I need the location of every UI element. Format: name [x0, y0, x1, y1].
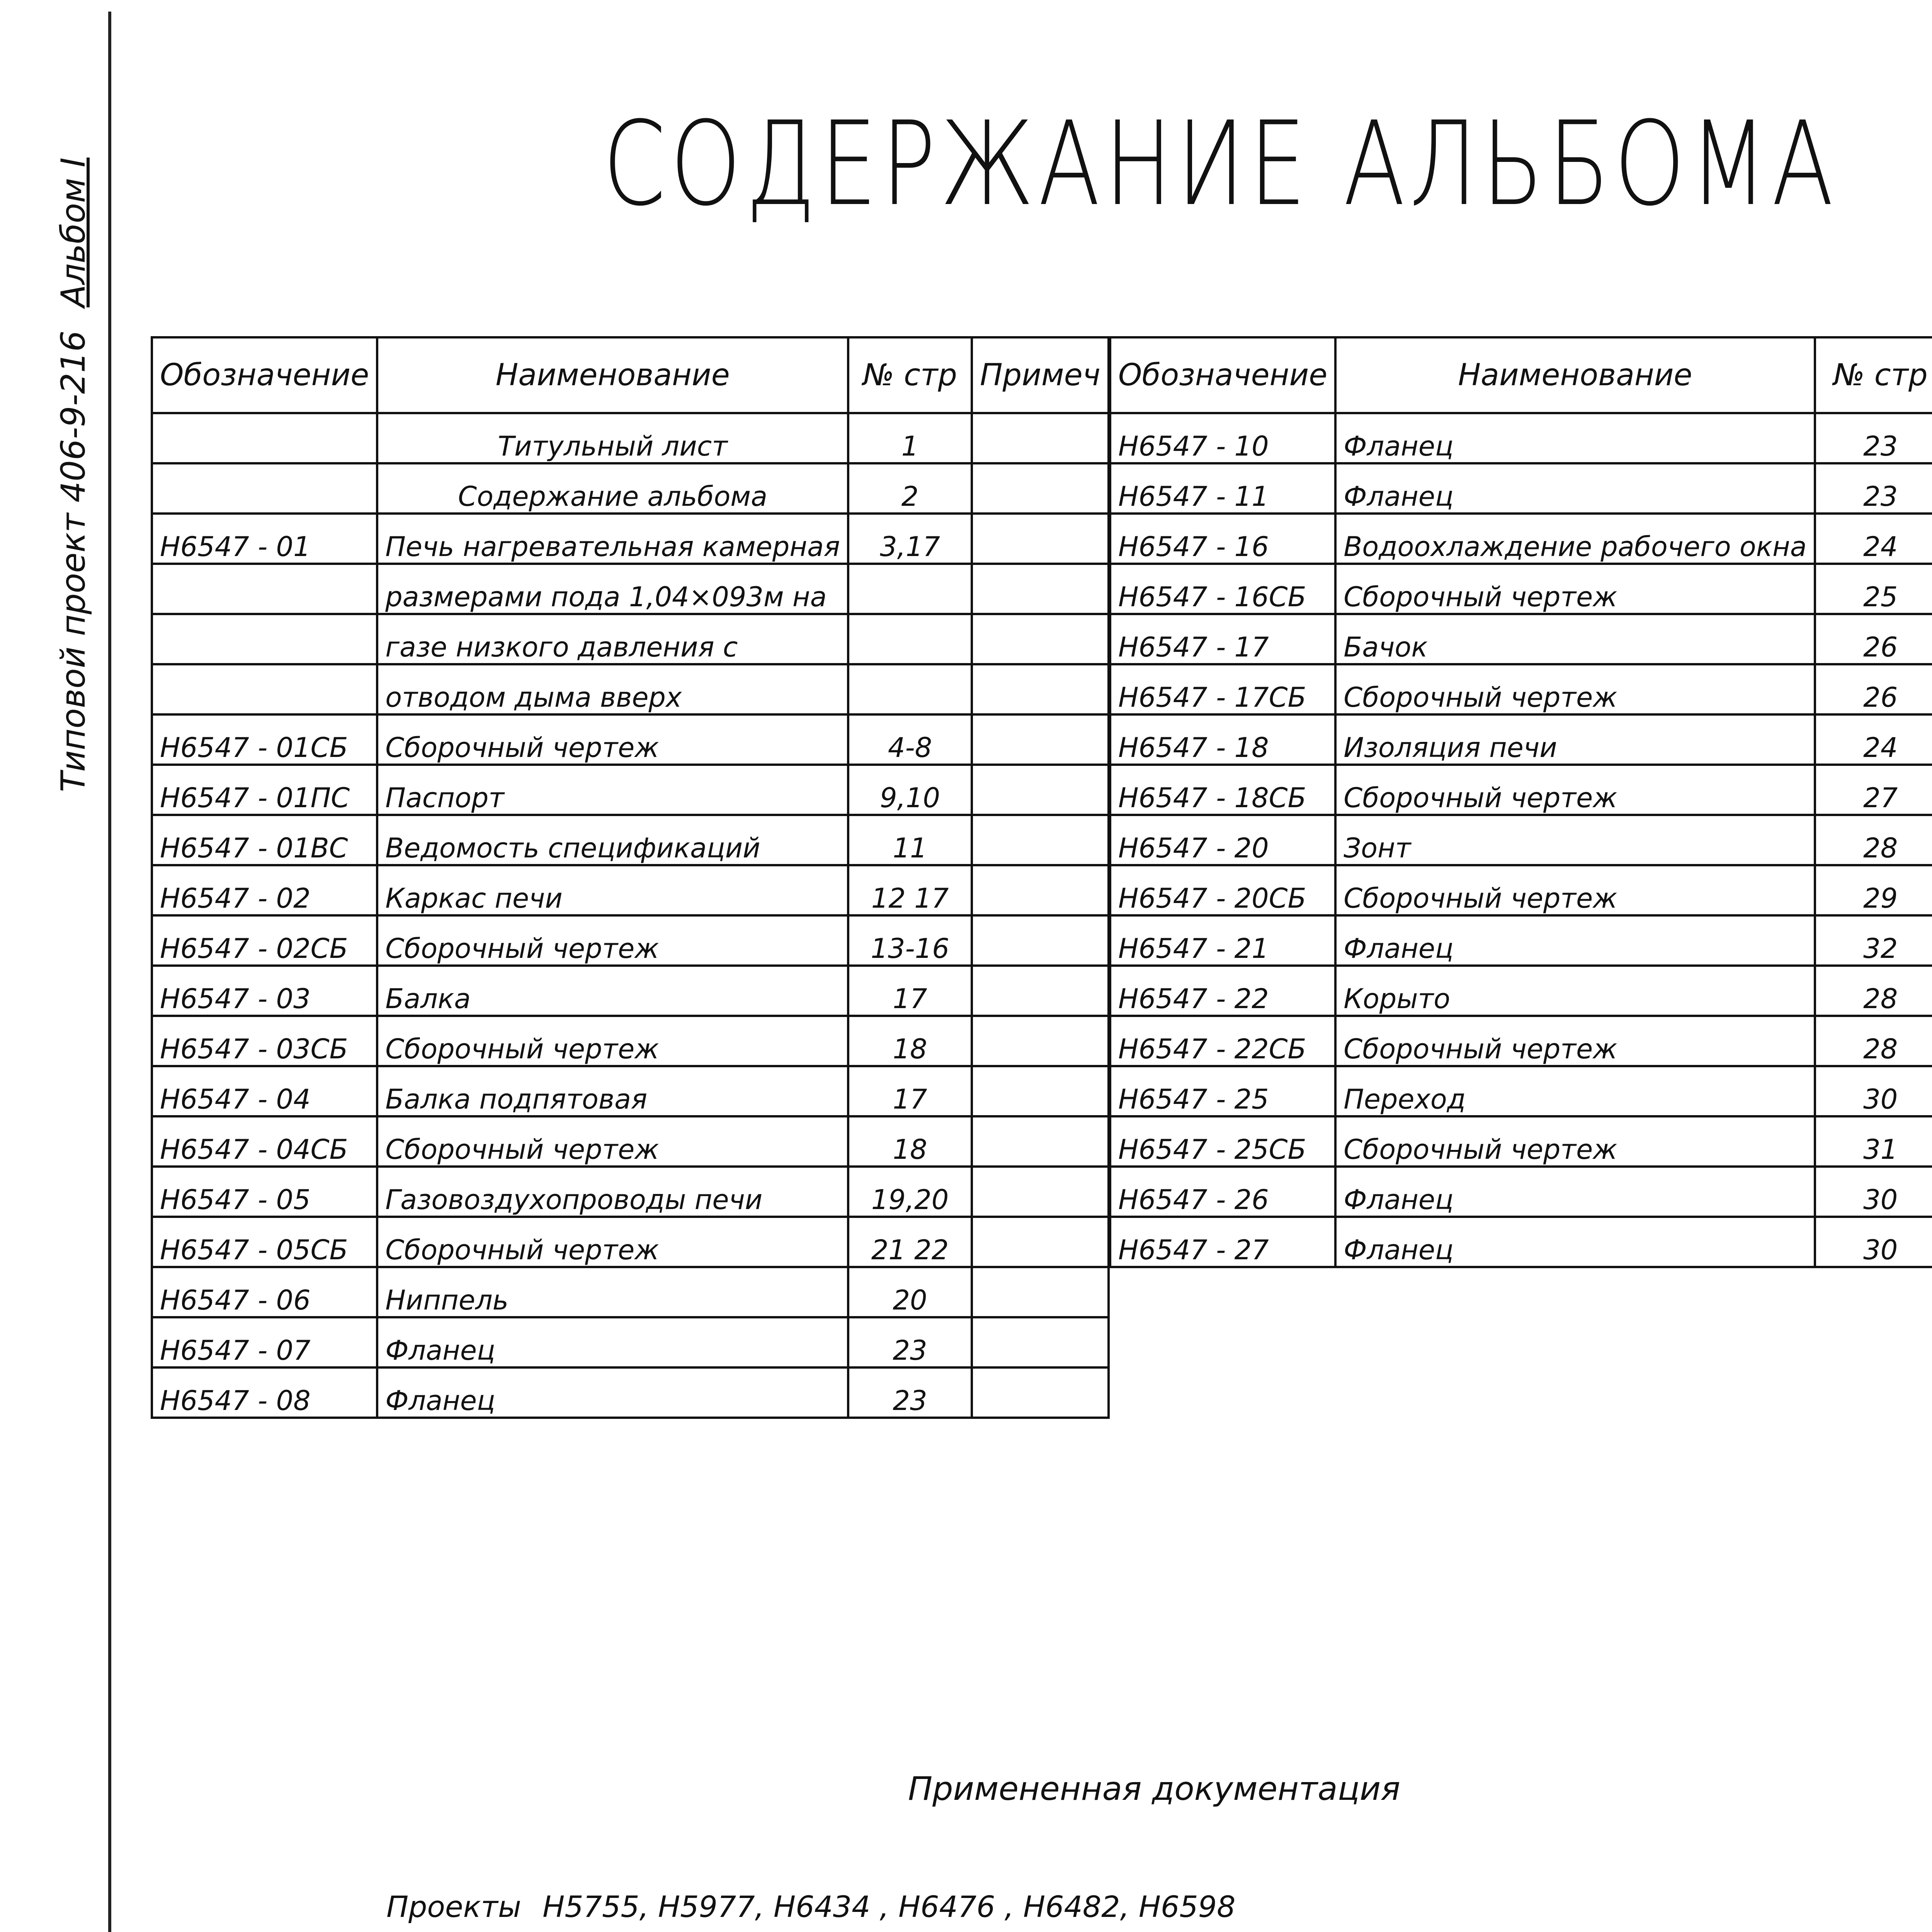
- table-header-row: [1110, 337, 1932, 413]
- cell-code: Н6547 - 01СБ: [152, 714, 377, 765]
- cell-name: Печь нагревательная камерная: [377, 514, 848, 564]
- cell-page: 30: [1815, 1217, 1932, 1267]
- cell-code: Н6547 - 02СБ: [152, 915, 377, 966]
- table-row: [1110, 1016, 1932, 1066]
- cell-page: 3,17: [848, 514, 972, 564]
- cell-code: Н6547 - 25СБ: [1110, 1116, 1335, 1167]
- cell-note: [972, 664, 1109, 714]
- header-code: Обозначение: [152, 337, 377, 413]
- cell-page: 24: [1815, 714, 1932, 765]
- cell-code: Н6547 - 18: [1110, 714, 1335, 765]
- cell-name: Сборочный чертеж: [377, 714, 848, 765]
- table-row: [152, 1167, 1109, 1217]
- cell-name: Ниппель: [377, 1267, 848, 1317]
- cell-name: Сборочный чертеж: [377, 1116, 848, 1167]
- header-name: Наименование: [1335, 337, 1815, 413]
- table-row: [1110, 815, 1932, 865]
- table-header-row: [152, 337, 1109, 413]
- table-row: [1110, 413, 1932, 463]
- cell-note: [972, 614, 1109, 664]
- cell-code: Н6547 - 22: [1110, 966, 1335, 1016]
- cell-note: [972, 1116, 1109, 1167]
- cell-code: Н6547 - 01: [152, 514, 377, 564]
- header-name: Наименование: [377, 337, 848, 413]
- table-row: [152, 614, 1109, 664]
- projects-text: Н5755, Н5977, Н6434 , Н6476 , Н6482, Н6598: [543, 1889, 1236, 1924]
- table-row: [1110, 714, 1932, 765]
- cell-page: 12 17: [848, 865, 972, 915]
- cell-code: Н6547 - 16: [1110, 514, 1335, 564]
- cell-note: [972, 1167, 1109, 1217]
- cell-name: Сборочный чертеж: [1335, 564, 1815, 614]
- cell-note: [972, 463, 1109, 514]
- cell-page: 23: [1815, 463, 1932, 514]
- table-row: [152, 1016, 1109, 1066]
- cell-name: Сборочный чертеж: [1335, 1016, 1815, 1066]
- cell-code: [152, 413, 377, 463]
- cell-code: Н6547 - 18СБ: [1110, 765, 1335, 815]
- table-row: [152, 1217, 1109, 1267]
- table-row: [152, 815, 1109, 865]
- cell-page: 29: [1815, 865, 1932, 915]
- projects-line: [386, 1889, 1235, 1924]
- cell-page: 17: [848, 966, 972, 1016]
- table-row: [152, 463, 1109, 514]
- applied-documentation-title: Примененная документация: [908, 1770, 1400, 1808]
- cell-page: 25: [1815, 564, 1932, 614]
- cell-page: 18: [848, 1116, 972, 1167]
- cell-name: Фланец: [377, 1317, 848, 1367]
- cell-note: [972, 413, 1109, 463]
- cell-name: Сборочный чертеж: [1335, 1116, 1815, 1167]
- cell-page: 4-8: [848, 714, 972, 765]
- cell-page: [848, 664, 972, 714]
- table-row: [1110, 915, 1932, 966]
- cell-name: Сборочный чертеж: [1335, 765, 1815, 815]
- table-row: [1110, 865, 1932, 915]
- cell-note: [972, 815, 1109, 865]
- cell-code: Н6547 - 03СБ: [152, 1016, 377, 1066]
- cell-page: 27: [1815, 765, 1932, 815]
- cell-code: Н6547 - 27: [1110, 1217, 1335, 1267]
- cell-name: Водоохлаждение рабочего окна: [1335, 514, 1815, 564]
- cell-note: [972, 915, 1109, 966]
- cell-name: Газовоздухопроводы печи: [377, 1167, 848, 1217]
- table-row: [1110, 1116, 1932, 1167]
- cell-name: Каркас печи: [377, 865, 848, 915]
- cell-name: Балка: [377, 966, 848, 1016]
- table-row: [152, 966, 1109, 1016]
- cell-name: Ведомость спецификаций: [377, 815, 848, 865]
- table-row: [152, 714, 1109, 765]
- side-stamp: [54, 135, 93, 792]
- cell-note: [972, 865, 1109, 915]
- cell-note: [972, 966, 1109, 1016]
- cell-name: Фланец: [377, 1367, 848, 1418]
- table-row: [152, 1317, 1109, 1367]
- cell-name: Сборочный чертеж: [377, 915, 848, 966]
- cell-page: 11: [848, 815, 972, 865]
- table-row: [152, 664, 1109, 714]
- table-row: [152, 1116, 1109, 1167]
- cell-name: Фланец: [1335, 915, 1815, 966]
- cell-name: Сборочный чертеж: [1335, 865, 1815, 915]
- cell-page: 17: [848, 1066, 972, 1116]
- cell-page: 28: [1815, 815, 1932, 865]
- cell-code: Н6547 - 07: [152, 1317, 377, 1367]
- cell-code: Н6547 - 04СБ: [152, 1116, 377, 1167]
- table-row: [152, 765, 1109, 815]
- table-row: [1110, 1217, 1932, 1267]
- cell-name: Паспорт: [377, 765, 848, 815]
- cell-name: Фланец: [1335, 1167, 1815, 1217]
- cell-name: Сборочный чертеж: [1335, 664, 1815, 714]
- cell-page: 30: [1815, 1167, 1932, 1217]
- header-code: Обозначение: [1110, 337, 1335, 413]
- cell-name: Фланец: [1335, 463, 1815, 514]
- table-row: [1110, 514, 1932, 564]
- cell-page: 28: [1815, 966, 1932, 1016]
- cell-code: Н6547 - 17: [1110, 614, 1335, 664]
- cell-name: Фланец: [1335, 413, 1815, 463]
- table-row: [1110, 765, 1932, 815]
- cell-page: 24: [1815, 514, 1932, 564]
- frame-left-border: [108, 12, 111, 1932]
- header-page: № стр: [1815, 337, 1932, 413]
- cell-page: 30: [1815, 1066, 1932, 1116]
- cell-code: Н6547 - 26: [1110, 1167, 1335, 1217]
- left-table-body: [152, 413, 1109, 1418]
- table-row: [152, 1267, 1109, 1317]
- table-row: [1110, 1066, 1932, 1116]
- table-row: [1110, 564, 1932, 614]
- table-row: [152, 865, 1109, 915]
- cell-code: Н6547 - 05: [152, 1167, 377, 1217]
- cell-page: 2: [848, 463, 972, 514]
- cell-code: Н6547 - 06: [152, 1267, 377, 1317]
- project-number: Типовой проект 406-9-216: [54, 330, 93, 792]
- cell-name: размерами пода 1,04×093м на: [377, 564, 848, 614]
- cell-note: [972, 1267, 1109, 1317]
- cell-note: [972, 514, 1109, 564]
- cell-page: 9,10: [848, 765, 972, 815]
- cell-code: [152, 614, 377, 664]
- page-title: СОДЕРЖАНИЕ АЛЬБОМА: [603, 97, 1838, 231]
- table-row: [1110, 614, 1932, 664]
- table-row: [152, 1367, 1109, 1418]
- table-row: [1110, 463, 1932, 514]
- cell-page: 23: [848, 1367, 972, 1418]
- cell-name: Переход: [1335, 1066, 1815, 1116]
- cell-code: Н6547 - 01ВС: [152, 815, 377, 865]
- cell-code: Н6547 - 03: [152, 966, 377, 1016]
- right-table-body: [1110, 413, 1932, 1267]
- cell-note: [972, 1066, 1109, 1116]
- cell-note: [972, 765, 1109, 815]
- cell-note: [972, 714, 1109, 765]
- cell-note: [972, 1317, 1109, 1367]
- cell-page: 1: [848, 413, 972, 463]
- cell-code: Н6547 - 05СБ: [152, 1217, 377, 1267]
- cell-page: 23: [848, 1317, 972, 1367]
- table-row: [152, 413, 1109, 463]
- table-row: [152, 1066, 1109, 1116]
- table-row: [152, 915, 1109, 966]
- cell-page: [848, 614, 972, 664]
- cell-code: Н6547 - 04: [152, 1066, 377, 1116]
- cell-code: Н6547 - 20: [1110, 815, 1335, 865]
- contents-table-left: [151, 336, 1110, 1419]
- cell-name: Содержание альбома: [377, 463, 848, 514]
- header-note: Примеч: [972, 337, 1109, 413]
- cell-code: [152, 664, 377, 714]
- cell-code: Н6547 - 16СБ: [1110, 564, 1335, 614]
- cell-page: 21 22: [848, 1217, 972, 1267]
- cell-code: Н6547 - 02: [152, 865, 377, 915]
- cell-page: 19,20: [848, 1167, 972, 1217]
- cell-name: отводом дыма вверх: [377, 664, 848, 714]
- table-row: [1110, 1167, 1932, 1217]
- cell-code: Н6547 - 17СБ: [1110, 664, 1335, 714]
- cell-name: Сборочный чертеж: [377, 1016, 848, 1066]
- cell-note: [972, 1217, 1109, 1267]
- cell-code: Н6547 - 20СБ: [1110, 865, 1335, 915]
- cell-code: Н6547 - 25: [1110, 1066, 1335, 1116]
- cell-page: 28: [1815, 1016, 1932, 1066]
- cell-code: [152, 463, 377, 514]
- cell-code: Н6547 - 21: [1110, 915, 1335, 966]
- cell-name: Балка подпятовая: [377, 1066, 848, 1116]
- cell-name: Корыто: [1335, 966, 1815, 1016]
- cell-note: [972, 1367, 1109, 1418]
- album-number: Альбом I: [54, 157, 93, 308]
- table-row: [1110, 664, 1932, 714]
- cell-code: Н6547 - 22СБ: [1110, 1016, 1335, 1066]
- cell-page: 20: [848, 1267, 972, 1317]
- cell-code: Н6547 - 01ПС: [152, 765, 377, 815]
- cell-page: [848, 564, 972, 614]
- table-row: [1110, 966, 1932, 1016]
- cell-page: 26: [1815, 664, 1932, 714]
- cell-code: Н6547 - 11: [1110, 463, 1335, 514]
- cell-code: Н6547 - 10: [1110, 413, 1335, 463]
- cell-page: 31: [1815, 1116, 1932, 1167]
- cell-note: [972, 564, 1109, 614]
- cell-name: Изоляция печи: [1335, 714, 1815, 765]
- table-row: [152, 514, 1109, 564]
- cell-page: 32: [1815, 915, 1932, 966]
- cell-name: газе низкого давления с: [377, 614, 848, 664]
- header-page: № стр: [848, 337, 972, 413]
- table-row: [152, 564, 1109, 614]
- cell-page: 18: [848, 1016, 972, 1066]
- cell-page: 26: [1815, 614, 1932, 664]
- cell-page: 13-16: [848, 915, 972, 966]
- projects-label: Проекты: [386, 1889, 521, 1924]
- cell-page: 23: [1815, 413, 1932, 463]
- cell-name: Бачок: [1335, 614, 1815, 664]
- cell-name: Сборочный чертеж: [377, 1217, 848, 1267]
- contents-table-right: [1109, 336, 1932, 1268]
- cell-name: Фланец: [1335, 1217, 1815, 1267]
- cell-code: Н6547 - 08: [152, 1367, 377, 1418]
- cell-name: Зонт: [1335, 815, 1815, 865]
- cell-name: Титульный лист: [377, 413, 848, 463]
- cell-code: [152, 564, 377, 614]
- cell-note: [972, 1016, 1109, 1066]
